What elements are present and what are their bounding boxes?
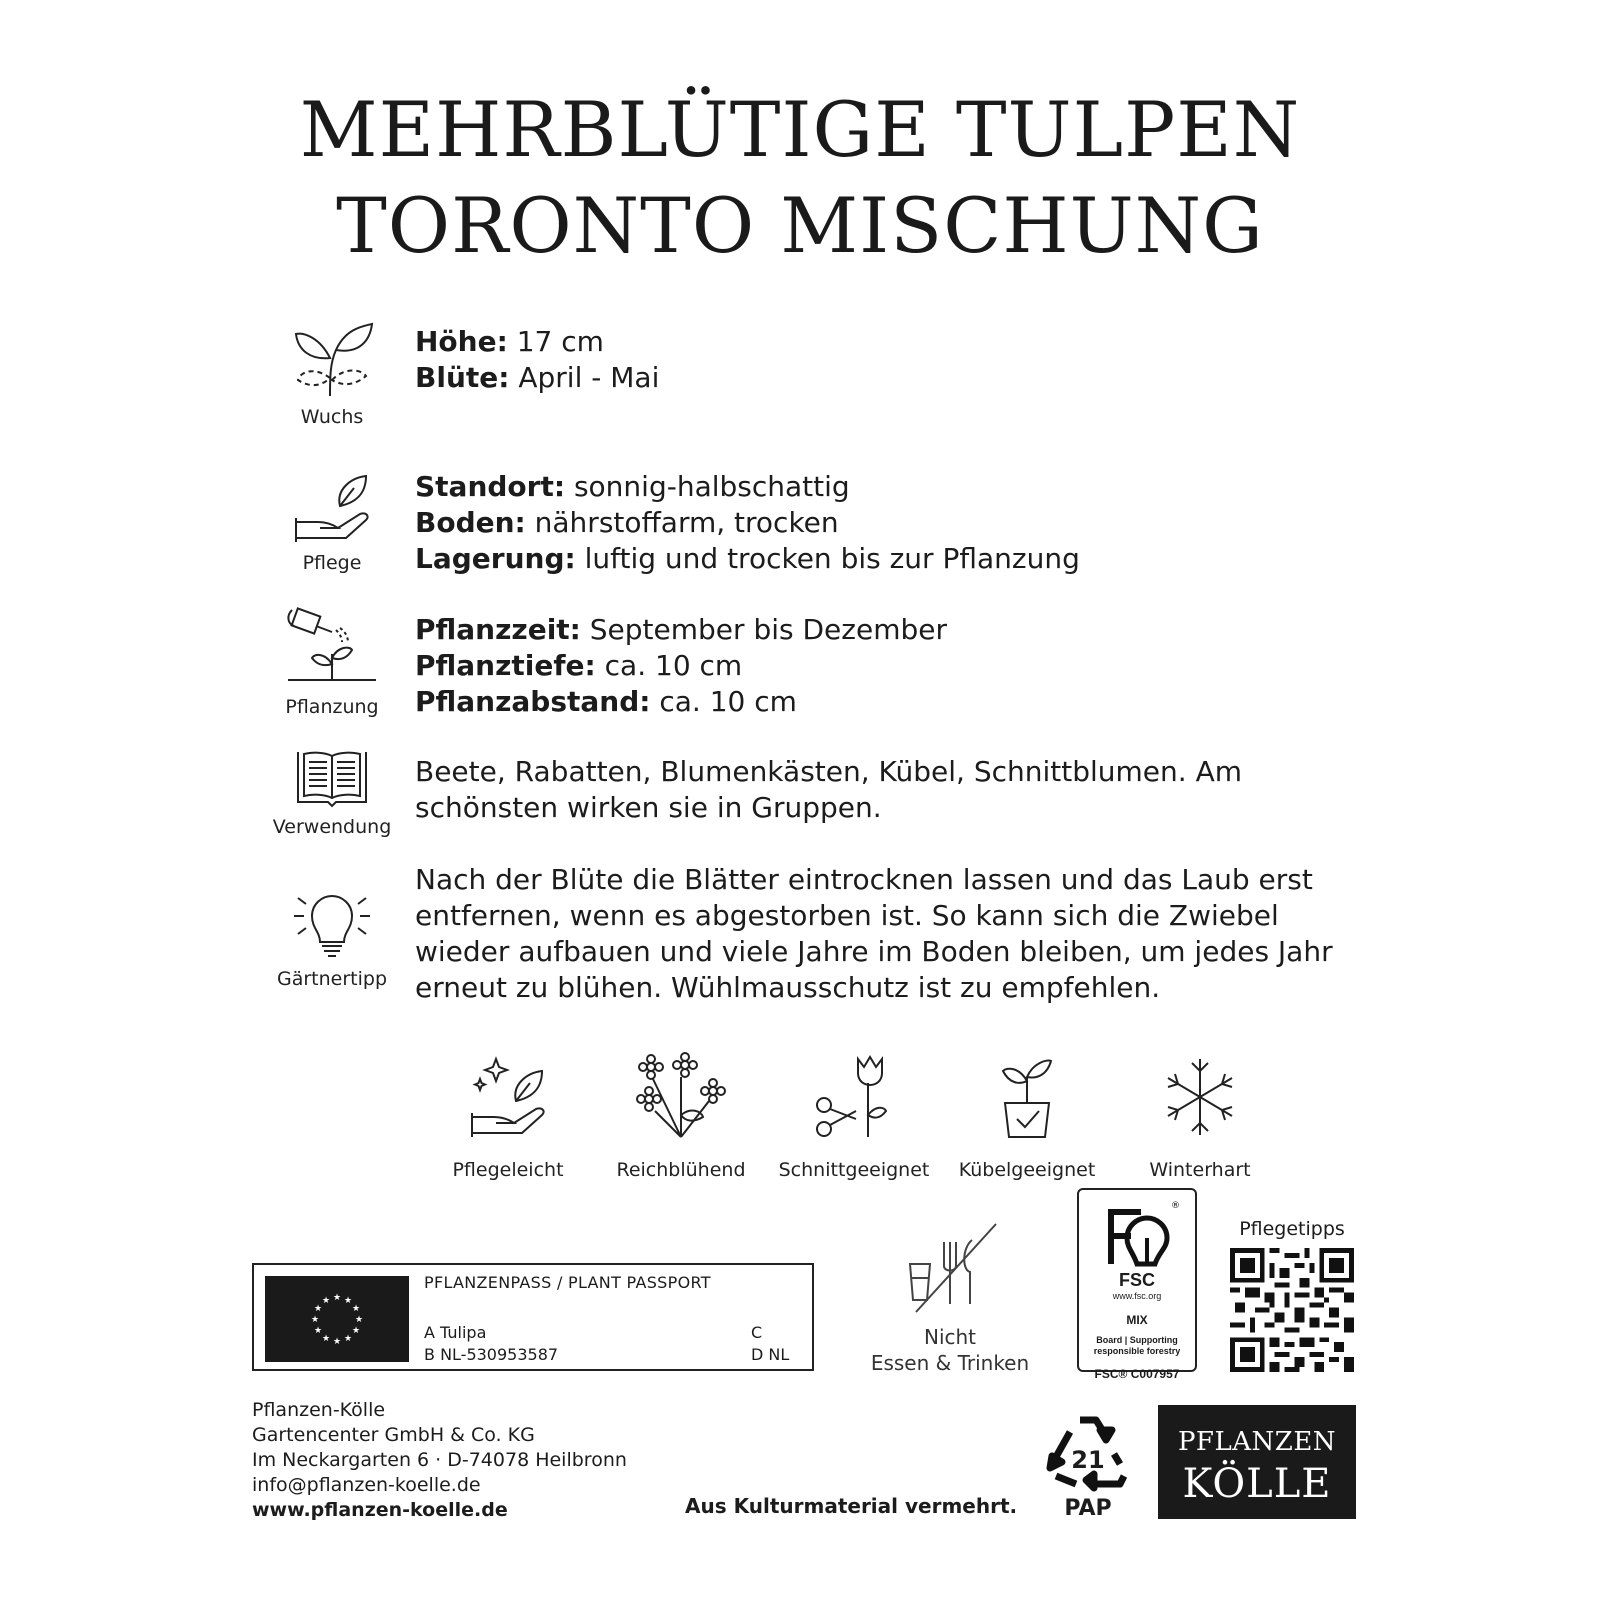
eu-flag-icon [265, 1276, 409, 1362]
info-caption: Wuchs [300, 406, 364, 428]
svg-text:★: ★ [313, 1304, 323, 1314]
info-caption: Gärtnertipp [276, 968, 388, 990]
title-line-2: TORONTO MISCHUNG [336, 181, 1264, 270]
feature-label: Schnittgeeignet [778, 1159, 930, 1181]
info-icon-wuchs [270, 318, 394, 428]
info-text-wuchs [415, 324, 659, 396]
cultivation-note: Aus Kulturmaterial vermehrt. [685, 1494, 1018, 1518]
plant-growth-icon [290, 318, 374, 398]
svg-text:★: ★ [321, 1296, 331, 1306]
svg-text:★: ★ [310, 1315, 320, 1325]
svg-text:★: ★ [321, 1334, 331, 1344]
info-line: Pflanztiefe: ca. 10 cm [415, 649, 743, 682]
fsc-tree-logo-icon [1097, 1198, 1180, 1268]
info-line: Höhe: 17 cm [415, 325, 604, 358]
hand-leaf-icon [290, 472, 374, 544]
svg-text:★: ★ [343, 1296, 353, 1306]
feature-label: Reichblühend [616, 1159, 746, 1181]
info-text-pflanzung [415, 612, 947, 720]
info-icon-gaertnertipp [270, 888, 394, 990]
info-icon-pflege [270, 472, 394, 574]
feature-winterhart [1115, 1055, 1285, 1181]
feature-label: Winterhart [1149, 1159, 1251, 1181]
address-line: Pflanzen-Kölle [252, 1399, 386, 1421]
address-line: Gartencenter GmbH & Co. KG [252, 1424, 535, 1446]
passport-field-c: C [751, 1323, 763, 1342]
info-line: schönsten wirken sie in Gruppen. [415, 791, 882, 824]
svg-text:★: ★ [354, 1315, 364, 1325]
info-caption: Pflege [302, 552, 362, 574]
company-address [252, 1398, 627, 1523]
recycling-material: PAP [1064, 1496, 1112, 1521]
passport-field-b: B NL-530953587 [424, 1345, 559, 1364]
passport-field-a: A Tulipa [424, 1323, 487, 1342]
not-edible-notice [860, 1220, 1040, 1376]
feature-reichbluehend [596, 1055, 766, 1181]
fsc-name: FSC [1119, 1270, 1155, 1290]
info-icon-pflanzung [270, 602, 394, 718]
website-link[interactable]: www.pflanzen-koelle.de [252, 1499, 508, 1521]
info-line: Nach der Blüte die Blätter eintrocknen lassen und das Laub erst [415, 863, 1313, 896]
feature-pflegeleicht [423, 1055, 593, 1181]
easy-care-icon [466, 1055, 550, 1139]
snowflake-icon [1160, 1055, 1240, 1139]
watering-can-icon [284, 602, 380, 688]
info-line: entfernen, wenn es abgestorben ist. So kann sich die Zwiebel [415, 899, 1279, 932]
passport-field-d: D NL [751, 1345, 790, 1364]
address-line: Im Neckargarten 6 · D-74078 Heilbronn [252, 1449, 627, 1471]
svg-text:★: ★ [351, 1304, 361, 1314]
fsc-url: www.fsc.org [1112, 1291, 1162, 1301]
svg-text:★: ★ [332, 1293, 342, 1303]
svg-text:★: ★ [351, 1326, 361, 1336]
info-line: Beete, Rabatten, Blumenkästen, Kübel, Schnittblumen. Am [415, 755, 1242, 788]
info-line: Standort: sonnig-halbschattig [415, 470, 850, 503]
svg-text:★: ★ [313, 1326, 323, 1336]
feature-schnittgeeignet [769, 1055, 939, 1181]
qr-label: Pflegetipps [1239, 1218, 1345, 1240]
recycling-symbol [1040, 1410, 1136, 1521]
info-line: Pflanzzeit: September bis Dezember [415, 613, 947, 646]
fsc-code: FSC® C007957 [1094, 1367, 1180, 1381]
info-line: Pflanzabstand: ca. 10 cm [415, 685, 797, 718]
scissors-tulip-icon [812, 1055, 896, 1139]
info-caption: Verwendung [272, 816, 392, 838]
feature-label: Kübelgeeignet [958, 1159, 1096, 1181]
potted-plant-icon [997, 1055, 1057, 1139]
brand-line-1: PFLANZEN [1177, 1427, 1337, 1457]
email-link[interactable]: info@pflanzen-koelle.de [252, 1474, 481, 1496]
info-line: Blüte: April - Mai [415, 361, 660, 394]
info-line: erneut zu blühen. Wühlmausschutz ist zu empfehlen. [415, 971, 1161, 1004]
title-line-1: MEHRBLÜTIGE TULPEN [299, 85, 1301, 174]
info-text-verwendung [415, 754, 1242, 826]
info-text-gaertnertipp [415, 862, 1333, 1006]
brand-line-2: KÖLLE [1182, 1461, 1332, 1507]
info-caption: Pflanzung [285, 696, 379, 718]
no-eating-drinking-icon [900, 1220, 1000, 1314]
svg-text:®: ® [1171, 1201, 1180, 1211]
plant-passport [252, 1263, 814, 1371]
recycling-code: 21 [1071, 1446, 1105, 1474]
brand-logo [1158, 1405, 1356, 1519]
svg-text:★: ★ [332, 1337, 342, 1347]
passport-title: PFLANZENPASS / PLANT PASSPORT [424, 1273, 711, 1292]
product-title [0, 82, 1600, 274]
info-text-pflege [415, 469, 1080, 577]
fsc-mix: MIX [1126, 1313, 1148, 1327]
info-line: wieder aufbauen und viele Jahre im Boden bleiben, um jedes Jahr [415, 935, 1333, 968]
open-book-icon [294, 748, 370, 808]
feature-label: Pflegeleicht [452, 1159, 564, 1181]
not-edible-line-1: Nicht [923, 1325, 977, 1349]
info-line: Boden: nährstoffarm, trocken [415, 506, 839, 539]
fsc-line-1: Board | Supporting [1096, 1335, 1178, 1345]
info-line: Lagerung: luftig und trocken bis zur Pflanzung [415, 542, 1080, 575]
info-icon-verwendung [270, 748, 394, 838]
not-edible-line-2: Essen & Trinken [870, 1351, 1030, 1375]
fsc-line-2: responsible forestry [1093, 1346, 1181, 1356]
flowers-icon [635, 1055, 727, 1139]
feature-kuebelgeeignet [942, 1055, 1112, 1181]
qr-code-icon[interactable] [1230, 1248, 1354, 1372]
fsc-label [1077, 1188, 1197, 1381]
light-bulb-icon [290, 888, 374, 960]
svg-text:★: ★ [343, 1334, 353, 1344]
